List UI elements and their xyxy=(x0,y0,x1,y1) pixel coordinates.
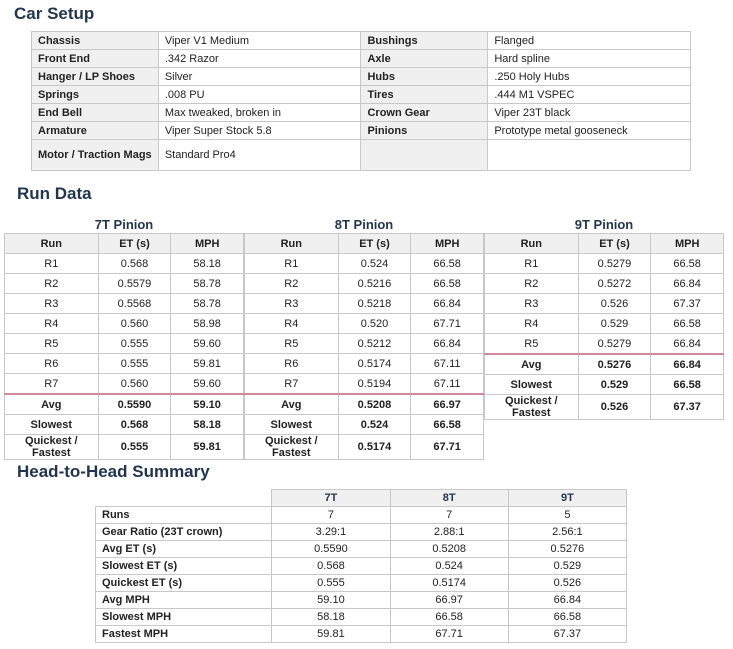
h2h-label: Fastest MPH xyxy=(96,626,272,643)
h2h-value: 2.56:1 xyxy=(508,524,626,541)
h2h-label: Slowest MPH xyxy=(96,609,272,626)
summary-label: Quickest / Fastest xyxy=(245,435,339,460)
summary-label: Slowest xyxy=(5,415,99,435)
run-id: R6 xyxy=(245,354,339,374)
summary-mph: 67.71 xyxy=(411,435,484,460)
run-row xyxy=(245,294,484,314)
run-row xyxy=(245,274,484,294)
setup-key: Pinions xyxy=(361,122,488,140)
run-et: 0.524 xyxy=(338,254,411,274)
col-header-mph: MPH xyxy=(411,234,484,254)
run-id: R5 xyxy=(485,334,579,355)
summary-mph: 66.97 xyxy=(411,394,484,415)
run-row xyxy=(5,374,244,395)
h2h-col-header: 9T xyxy=(508,490,626,507)
setup-key xyxy=(361,140,488,171)
run-table-9t xyxy=(484,216,724,420)
col-header-mph: MPH xyxy=(171,234,244,254)
summary-mph: 66.58 xyxy=(411,415,484,435)
h2h-value: 0.555 xyxy=(272,575,390,592)
run-row xyxy=(245,314,484,334)
summary-mph: 66.84 xyxy=(651,354,724,375)
run-mph: 67.37 xyxy=(651,294,724,314)
setup-row xyxy=(32,32,691,50)
run-et: 0.5568 xyxy=(98,294,171,314)
setup-key: End Bell xyxy=(32,104,159,122)
setup-value xyxy=(488,140,691,171)
run-row xyxy=(485,334,724,355)
run-et: 0.5194 xyxy=(338,374,411,395)
setup-row xyxy=(32,122,691,140)
run-mph: 66.58 xyxy=(651,254,724,274)
h2h-label: Runs xyxy=(96,507,272,524)
summary-label: Avg xyxy=(485,354,579,375)
summary-et: 0.5276 xyxy=(578,354,651,375)
col-header-run: Run xyxy=(485,234,579,254)
setup-row xyxy=(32,104,691,122)
run-et: 0.526 xyxy=(578,294,651,314)
setup-value: Prototype metal gooseneck xyxy=(488,122,691,140)
setup-key: Front End xyxy=(32,50,159,68)
run-mph: 58.78 xyxy=(171,274,244,294)
run-row xyxy=(245,254,484,274)
h2h-row xyxy=(96,609,627,626)
h2h-value: 0.5174 xyxy=(390,575,508,592)
summary-label: Slowest xyxy=(245,415,339,435)
head-to-head-heading: Head-to-Head Summary xyxy=(17,462,210,481)
h2h-row xyxy=(96,524,627,541)
run-et: 0.5579 xyxy=(98,274,171,294)
col-header-et: ET (s) xyxy=(578,234,651,254)
run-id: R3 xyxy=(245,294,339,314)
h2h-row xyxy=(96,626,627,643)
h2h-value: 0.526 xyxy=(508,575,626,592)
summary-label: Quickest / Fastest xyxy=(5,435,99,460)
corner-cell xyxy=(96,490,272,507)
col-header-run: Run xyxy=(5,234,99,254)
setup-key: Springs xyxy=(32,86,159,104)
summary-row xyxy=(485,375,724,395)
run-et: 0.5279 xyxy=(578,334,651,355)
summary-row xyxy=(485,395,724,420)
setup-key: Chassis xyxy=(32,32,159,50)
run-et: 0.5218 xyxy=(338,294,411,314)
summary-et: 0.526 xyxy=(578,395,651,420)
h2h-value: 0.5208 xyxy=(390,541,508,558)
setup-value: .342 Razor xyxy=(158,50,361,68)
run-mph: 59.81 xyxy=(171,354,244,374)
pinion-group-title: 7T Pinion xyxy=(94,217,154,232)
run-row xyxy=(245,354,484,374)
run-mph: 58.18 xyxy=(171,254,244,274)
run-id: R4 xyxy=(245,314,339,334)
summary-et: 0.5590 xyxy=(98,394,171,415)
setup-key: Armature xyxy=(32,122,159,140)
setup-value: .008 PU xyxy=(158,86,361,104)
summary-et: 0.555 xyxy=(98,435,171,460)
h2h-label: Avg ET (s) xyxy=(96,541,272,558)
summary-mph: 66.58 xyxy=(651,375,724,395)
run-mph: 66.58 xyxy=(411,274,484,294)
h2h-value: 66.58 xyxy=(508,609,626,626)
h2h-value: 7 xyxy=(272,507,390,524)
run-id: R1 xyxy=(245,254,339,274)
summary-label: Quickest / Fastest xyxy=(485,395,579,420)
h2h-row xyxy=(96,507,627,524)
summary-et: 0.524 xyxy=(338,415,411,435)
setup-key: Crown Gear xyxy=(361,104,488,122)
h2h-value: 0.524 xyxy=(390,558,508,575)
h2h-value: 3.29:1 xyxy=(272,524,390,541)
run-mph: 67.11 xyxy=(411,374,484,395)
run-table-7t xyxy=(4,216,244,460)
run-id: R7 xyxy=(5,374,99,395)
run-row xyxy=(5,314,244,334)
h2h-col-header: 7T xyxy=(272,490,390,507)
run-mph: 59.60 xyxy=(171,374,244,395)
setup-value: Hard spline xyxy=(488,50,691,68)
summary-row xyxy=(485,354,724,375)
run-row xyxy=(485,314,724,334)
h2h-value: 66.58 xyxy=(390,609,508,626)
col-header-et: ET (s) xyxy=(338,234,411,254)
h2h-value: 0.5590 xyxy=(272,541,390,558)
setup-row xyxy=(32,50,691,68)
run-et: 0.5216 xyxy=(338,274,411,294)
setup-row xyxy=(32,86,691,104)
run-mph: 66.58 xyxy=(651,314,724,334)
setup-key: Axle xyxy=(361,50,488,68)
run-id: R2 xyxy=(5,274,99,294)
setup-value: Viper V1 Medium xyxy=(158,32,361,50)
run-id: R2 xyxy=(485,274,579,294)
summary-row xyxy=(5,435,244,460)
pinion-group-title: 9T Pinion xyxy=(574,217,634,232)
run-id: R1 xyxy=(5,254,99,274)
pinion-group-title: 8T Pinion xyxy=(334,217,394,232)
summary-et: 0.5208 xyxy=(338,394,411,415)
h2h-row xyxy=(96,558,627,575)
run-et: 0.529 xyxy=(578,314,651,334)
setup-value: .250 Holy Hubs xyxy=(488,68,691,86)
summary-row xyxy=(245,394,484,415)
summary-label: Avg xyxy=(5,394,99,415)
run-id: R3 xyxy=(5,294,99,314)
run-row xyxy=(485,294,724,314)
col-header-et: ET (s) xyxy=(98,234,171,254)
run-et: 0.5212 xyxy=(338,334,411,354)
car-setup-heading: Car Setup xyxy=(14,4,95,23)
run-et: 0.5279 xyxy=(578,254,651,274)
run-id: R6 xyxy=(5,354,99,374)
setup-row xyxy=(32,68,691,86)
h2h-value: 5 xyxy=(508,507,626,524)
setup-value: Viper 23T black xyxy=(488,104,691,122)
run-mph: 66.84 xyxy=(651,334,724,355)
setup-value: .444 M1 VSPEC xyxy=(488,86,691,104)
setup-value: Standard Pro4 xyxy=(158,140,361,171)
h2h-row xyxy=(96,592,627,609)
run-et: 0.555 xyxy=(98,354,171,374)
run-id: R3 xyxy=(485,294,579,314)
summary-et: 0.568 xyxy=(98,415,171,435)
setup-key: Hanger / LP Shoes xyxy=(32,68,159,86)
h2h-value: 2.88:1 xyxy=(390,524,508,541)
run-et: 0.568 xyxy=(98,254,171,274)
h2h-value: 0.5276 xyxy=(508,541,626,558)
setup-value: Max tweaked, broken in xyxy=(158,104,361,122)
run-table-8t xyxy=(244,216,484,460)
h2h-label: Gear Ratio (23T crown) xyxy=(96,524,272,541)
run-row xyxy=(485,254,724,274)
run-id: R4 xyxy=(485,314,579,334)
run-et: 0.5174 xyxy=(338,354,411,374)
run-row xyxy=(245,374,484,395)
col-header-mph: MPH xyxy=(651,234,724,254)
run-row xyxy=(245,334,484,354)
head-to-head-table xyxy=(95,489,627,643)
run-et: 0.560 xyxy=(98,314,171,334)
setup-value: Flanged xyxy=(488,32,691,50)
run-row xyxy=(5,354,244,374)
run-id: R2 xyxy=(245,274,339,294)
h2h-value: 66.97 xyxy=(390,592,508,609)
h2h-row xyxy=(96,541,627,558)
h2h-value: 0.529 xyxy=(508,558,626,575)
h2h-label: Quickest ET (s) xyxy=(96,575,272,592)
h2h-value: 67.71 xyxy=(390,626,508,643)
summary-row xyxy=(245,415,484,435)
run-et: 0.520 xyxy=(338,314,411,334)
run-mph: 66.84 xyxy=(411,294,484,314)
setup-key: Hubs xyxy=(361,68,488,86)
run-et: 0.5272 xyxy=(578,274,651,294)
h2h-value: 59.10 xyxy=(272,592,390,609)
summary-label: Slowest xyxy=(485,375,579,395)
run-id: R5 xyxy=(245,334,339,354)
run-row xyxy=(5,294,244,314)
run-data-heading: Run Data xyxy=(17,184,92,203)
setup-key: Motor / Traction Mags xyxy=(32,140,159,171)
setup-value: Viper Super Stock 5.8 xyxy=(158,122,361,140)
h2h-label: Avg MPH xyxy=(96,592,272,609)
run-mph: 66.84 xyxy=(651,274,724,294)
run-mph: 58.78 xyxy=(171,294,244,314)
summary-row xyxy=(245,435,484,460)
run-mph: 58.98 xyxy=(171,314,244,334)
col-header-run: Run xyxy=(245,234,339,254)
run-et: 0.555 xyxy=(98,334,171,354)
h2h-value: 67.37 xyxy=(508,626,626,643)
h2h-col-header: 8T xyxy=(390,490,508,507)
summary-mph: 67.37 xyxy=(651,395,724,420)
h2h-value: 59.81 xyxy=(272,626,390,643)
run-id: R5 xyxy=(5,334,99,354)
run-mph: 67.71 xyxy=(411,314,484,334)
summary-mph: 59.10 xyxy=(171,394,244,415)
h2h-value: 66.84 xyxy=(508,592,626,609)
run-row xyxy=(485,274,724,294)
run-id: R7 xyxy=(245,374,339,395)
h2h-value: 7 xyxy=(390,507,508,524)
summary-et: 0.5174 xyxy=(338,435,411,460)
run-id: R4 xyxy=(5,314,99,334)
summary-mph: 59.81 xyxy=(171,435,244,460)
run-row xyxy=(5,274,244,294)
run-mph: 67.11 xyxy=(411,354,484,374)
run-mph: 66.58 xyxy=(411,254,484,274)
h2h-value: 58.18 xyxy=(272,609,390,626)
car-setup-table xyxy=(31,31,691,171)
run-mph: 66.84 xyxy=(411,334,484,354)
summary-mph: 58.18 xyxy=(171,415,244,435)
summary-row xyxy=(5,415,244,435)
setup-value: Silver xyxy=(158,68,361,86)
run-id: R1 xyxy=(485,254,579,274)
setup-row xyxy=(32,140,691,171)
h2h-label: Slowest ET (s) xyxy=(96,558,272,575)
setup-key: Bushings xyxy=(361,32,488,50)
summary-label: Avg xyxy=(245,394,339,415)
setup-key: Tires xyxy=(361,86,488,104)
summary-row xyxy=(5,394,244,415)
run-mph: 59.60 xyxy=(171,334,244,354)
h2h-row xyxy=(96,575,627,592)
run-row xyxy=(5,254,244,274)
h2h-value: 0.568 xyxy=(272,558,390,575)
run-row xyxy=(5,334,244,354)
summary-et: 0.529 xyxy=(578,375,651,395)
run-et: 0.560 xyxy=(98,374,171,395)
